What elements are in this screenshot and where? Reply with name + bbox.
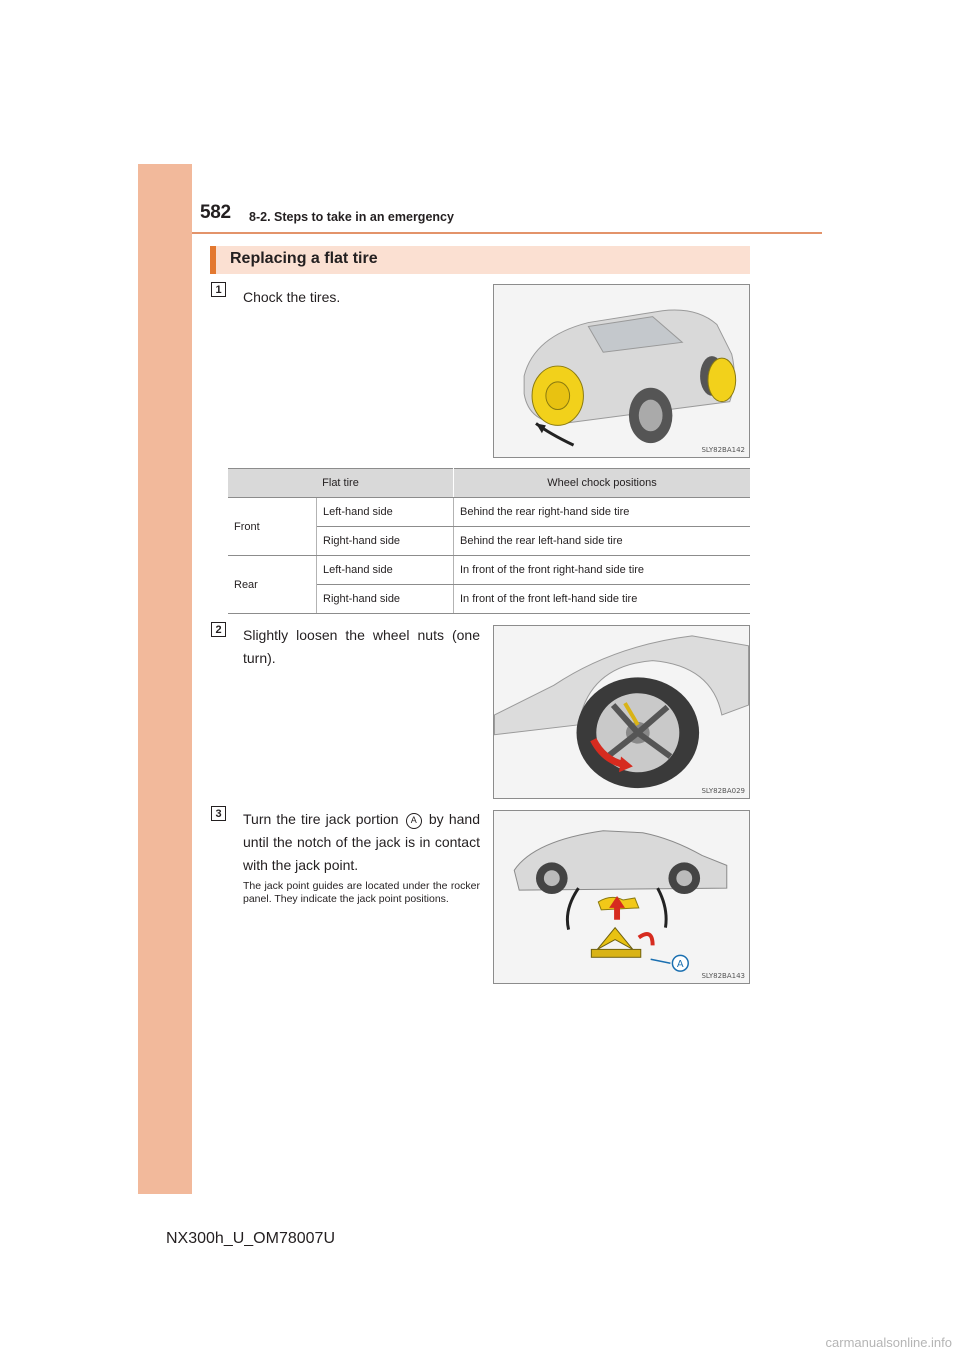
jack-illustration [494, 811, 749, 983]
step-2-text: Slightly loosen the wheel nuts (one turn). [243, 627, 480, 666]
figure-code: SLY82BA142 [701, 446, 745, 454]
table-header-chock-positions: Wheel chock positions [454, 469, 751, 498]
side-band [138, 164, 192, 1194]
table-cell-group: Front [228, 498, 317, 556]
table-cell-position: Behind the rear left-hand side tire [454, 527, 751, 556]
figure-code: SLY82BA029 [701, 787, 745, 795]
step-3-text-before: Turn the tire jack portion [243, 811, 399, 827]
table-cell-side: Left-hand side [317, 556, 454, 585]
figure-loosen-nuts [493, 625, 750, 799]
page-number: 582 [200, 202, 231, 223]
figure-code: SLY82BA143 [701, 972, 745, 980]
table-cell-side: Right-hand side [317, 527, 454, 556]
table-header-flat-tire: Flat tire [228, 469, 454, 498]
section-header: 8-2. Steps to take in an emergency [249, 210, 454, 224]
table-row [228, 498, 750, 527]
manual-code: NX300h_U_OM78007U [166, 1230, 335, 1247]
step-3-text-after: by hand until the notch of the jack is in contact with the jack point. [243, 811, 480, 873]
step-3-note: The jack point guides are located under the rocker panel. They indicate the jack point positions. [243, 880, 480, 905]
figure-chocked-vehicle [493, 284, 750, 458]
watermark: carmanualsonline.info [825, 1335, 952, 1350]
figure-callout-a: A [676, 959, 684, 971]
callout-a-icon: A [406, 813, 422, 829]
step-2-number: 2 [211, 622, 226, 637]
section-title-bar [210, 246, 750, 274]
step-1-number: 1 [211, 282, 226, 297]
table-row [228, 556, 750, 585]
figure-jack [493, 810, 750, 984]
step-3-number: 3 [211, 806, 226, 821]
section-title: Replacing a flat tire [230, 250, 378, 267]
step-1-text: Chock the tires. [243, 289, 341, 305]
table-cell-side: Left-hand side [317, 498, 454, 527]
table-cell-position: Behind the rear right-hand side tire [454, 498, 751, 527]
table-cell-position: In front of the front left-hand side tire [454, 585, 751, 614]
step-3-text [243, 808, 480, 877]
vehicle-chock-illustration [494, 285, 749, 457]
table-cell-side: Right-hand side [317, 585, 454, 614]
wheel-nut-illustration [494, 626, 749, 798]
table-cell-position: In front of the front right-hand side tire [454, 556, 751, 585]
header-divider [192, 232, 822, 234]
wheel-chock-table [228, 468, 750, 614]
table-cell-group: Rear [228, 556, 317, 614]
table-header-row [228, 469, 750, 498]
